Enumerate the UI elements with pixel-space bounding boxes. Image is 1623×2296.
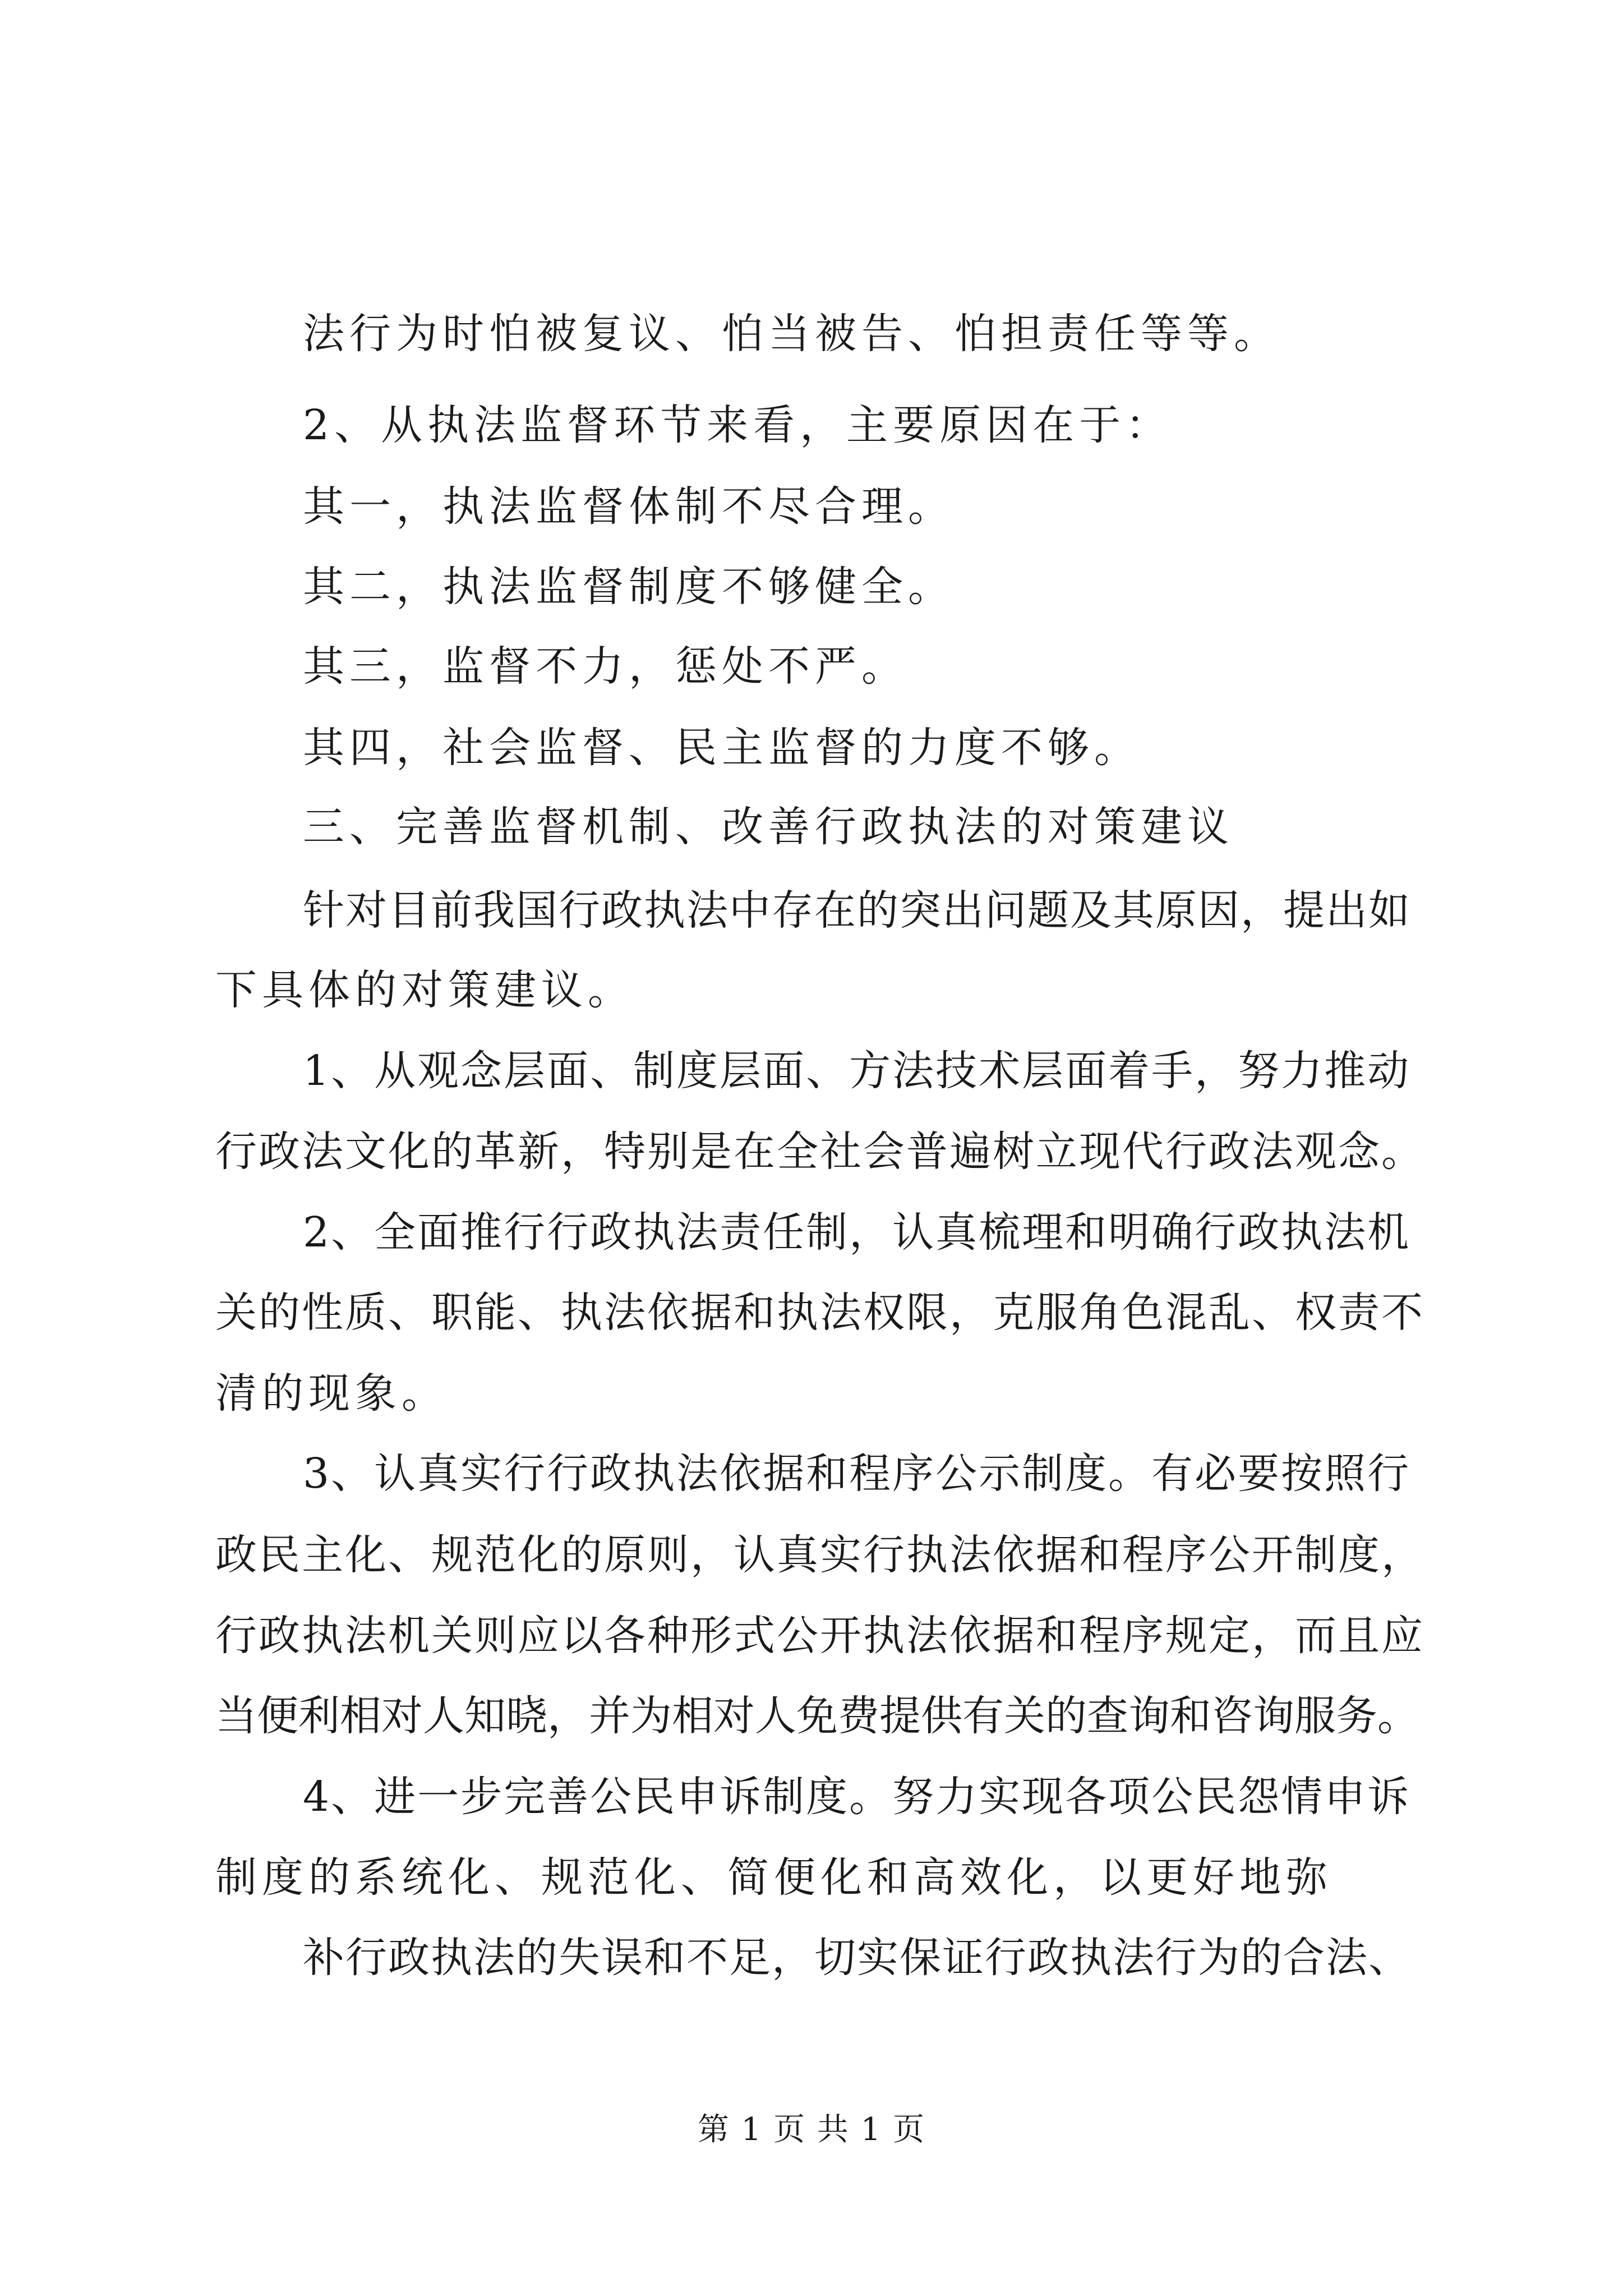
text-line-3: 其一，执法监督体制不尽合理。 xyxy=(303,482,955,531)
text-line-19: 4、进一步完善公民申诉制度。努力实现各项公民怨情申诉 xyxy=(303,1773,1411,1821)
text-line-21: 补行政执法的失误和不足，切实保证行政执法行为的合法、 xyxy=(303,1934,1411,1982)
text-line-4: 其二，执法监督制度不够健全。 xyxy=(303,563,955,611)
text-line-15: 3、认真实行行政执法依据和程序公示制度。有必要按照行 xyxy=(303,1450,1411,1498)
text-line-2: 2、从执法监督环节来看，主要原因在于： xyxy=(303,401,1173,449)
text-line-16: 政民主化、规范化的原则，认真实行执法依据和程序公开制度， xyxy=(215,1531,1424,1579)
text-line-1: 法行为时怕被复议、怕当被告、怕担责任等等。 xyxy=(303,310,1280,358)
section-heading: 三、完善监督机制、改善行政执法的对策建议 xyxy=(303,803,1234,851)
text-line-5: 其三，监督不力，惩处不严。 xyxy=(303,642,908,691)
text-line-6: 其四，社会监督、民主监督的力度不够。 xyxy=(303,724,1141,772)
text-line-13: 关的性质、职能、执法依据和执法权限，克服角色混乱、权责不 xyxy=(215,1289,1424,1337)
text-line-17: 行政执法机关则应以各种形式公开执法依据和程序规定，而且应 xyxy=(215,1612,1424,1660)
text-line-18: 当便利相对人知晓，并为相对人免费提供有关的查询和咨询服务。 xyxy=(215,1692,1419,1740)
text-line-9: 下具体的对策建议。 xyxy=(215,966,634,1014)
page-number: 第 1 页 共 1 页 xyxy=(697,2111,926,2148)
text-line-10: 1、从观念层面、制度层面、方法技术层面着手，努力推动 xyxy=(303,1047,1411,1095)
text-line-20: 制度的系统化、规范化、简便化和高效化，以更好地弥 xyxy=(215,1853,1332,1902)
text-line-14: 清的现象。 xyxy=(215,1369,448,1418)
text-line-11: 行政法文化的革新，特别是在全社会普遍树立现代行政法观念。 xyxy=(215,1128,1424,1176)
text-line-8: 针对目前我国行政执法中存在的突出问题及其原因，提出如 xyxy=(303,886,1411,935)
text-line-12: 2、全面推行行政执法责任制，认真梳理和明确行政执法机 xyxy=(303,1208,1411,1257)
